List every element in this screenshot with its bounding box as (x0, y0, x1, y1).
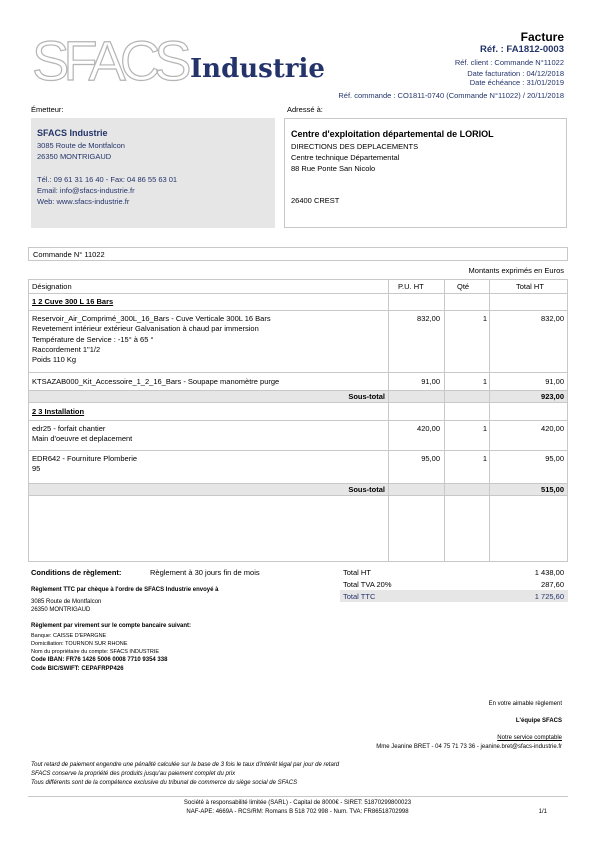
accounting-service-title: Notre service comptable (497, 735, 562, 741)
recipient-panel (284, 118, 567, 228)
emitter-web: Web: www.sfacs-industrie.fr (37, 197, 130, 206)
page-number: 1/1 (538, 809, 547, 815)
logo-industrie: Industrie (190, 54, 325, 84)
order-ref: Réf. commande : CO1811-0740 (Commande N°11022) / 20/11/2018 (338, 91, 564, 100)
item-total: 832,00 (541, 314, 564, 323)
cheque-address2: 26350 MONTRIGAUD (31, 607, 91, 613)
legal-line-3: Tous différents sont de la compétence exclusive du tribunal de commerce du siège social de SFACS (31, 780, 298, 786)
bank-name: Banque: CAISSE D'EPARGNE (31, 633, 107, 639)
item-line: Poids 110 Kg (32, 355, 77, 365)
subtotal-label: Sous-total (348, 485, 385, 494)
item-line: Raccordement 1"1/2 (32, 344, 101, 354)
item-line: Température de Service : -15° à 65 ° (32, 334, 154, 344)
conditions-value: Règlement à 30 jours fin de mois (150, 568, 260, 577)
subtotal-value: 923,00 (541, 392, 564, 401)
cheque-address1: 3085 Route de Montfalcon (31, 599, 102, 605)
recipient-line4: 26400 CREST (291, 196, 340, 205)
footer-line-2: NAF-APE: 4669A - RCS/RM: Romans B 518 702 998 - Num. TVA: FR86518702998 (186, 809, 409, 815)
item-pu: 91,00 (421, 377, 440, 386)
col-header-pu: P.U. HT (398, 282, 424, 291)
item-qty: 1 (482, 314, 487, 323)
emitter-panel (31, 118, 275, 228)
bic-swift: Code BIC/SWIFT: CEPAFRPP426 (31, 666, 124, 672)
doc-type: Facture (520, 30, 564, 44)
recipient-line1: DIRECTIONS DES DEPLACEMENTS (291, 142, 419, 151)
item-total: 95,00 (545, 454, 564, 463)
order-bar (28, 247, 568, 261)
section-title-cuve: 1 2 Cuve 300 L 16 Bars (32, 297, 114, 306)
item-total: 420,00 (541, 424, 564, 433)
col-header-qty: Qté (457, 282, 470, 291)
logo-wordmark: SFACS (32, 30, 186, 88)
section-title-installation: 2 3 Installation (32, 407, 85, 416)
team-signature: L'équipe SFACS (515, 718, 562, 724)
total-tva-value: 287,60 (541, 580, 564, 589)
subtotal-row-2 (29, 483, 567, 496)
currency-note: Montants exprimés en Euros (468, 266, 564, 275)
total-tva-label: Total TVA 20% (343, 580, 392, 589)
invoice-ref: Réf. : FA1812-0003 (480, 44, 564, 55)
item-line: EDR642 - Fourniture Plomberie (32, 454, 138, 463)
item-qty: 1 (482, 454, 487, 463)
date-facturation: Date facturation : 04/12/2018 (467, 69, 564, 78)
sfacs-logo-graphic (30, 30, 190, 88)
total-ttc-value: 1 725,60 (534, 592, 564, 601)
order-title: Commande N° 11022 (33, 250, 105, 259)
item-line: edr25 - forfait chantier (32, 424, 106, 433)
emitter-name: SFACS Industrie (37, 128, 108, 138)
emitter-email: Email: info@sfacs-industrie.fr (37, 186, 135, 195)
item-pu: 95,00 (421, 454, 440, 463)
subtotal-row-1 (29, 390, 567, 403)
bank-domiciliation: Domiciliation: TOURNON SUR RHONE (31, 641, 128, 647)
legal-line-2: SFACS conserve la propriété des produits jusqu'au paiement complet du prix (31, 771, 236, 777)
client-ref: Réf. client : Commande N°11022 (454, 58, 564, 67)
item-pu: 420,00 (417, 424, 440, 433)
footer-line-1: Société à responsabilité limitée (SARL) - Capital de 8000€ - SIRET: 51870299800023 (183, 800, 412, 806)
date-echeance: Date échéance : 31/01/2019 (469, 78, 564, 87)
cheque-title: Règlement TTC par chèque à l'ordre de SFACS Industrie envoyé à (31, 587, 219, 593)
transfer-title: Règlement par virement sur le compte bancaire suivant: (31, 623, 192, 629)
emitter-address2: 26350 MONTRIGAUD (37, 152, 112, 161)
greeting: En votre aimable règlement (488, 701, 562, 707)
item-line: Reservoir_Air_Comprimé_300L_16_Bars - Cuve Verticale 300L 16 Bars (32, 314, 271, 323)
item-total: 91,00 (545, 377, 564, 386)
item-row-reservoir (32, 314, 271, 365)
item-row-kit: KTSAZAB000_Kit_Accessoire_1_2_16_Bars - Soupape manomètre purge (32, 377, 280, 386)
item-qty: 1 (482, 424, 487, 433)
iban: Code IBAN: FR76 1426 5006 0008 7710 9354 338 (31, 657, 168, 663)
recipient-line2: Centre technique Départemental (291, 153, 400, 162)
item-line: Main d'oeuvre et deplacement (32, 434, 133, 444)
col-header-designation: Désignation (32, 282, 72, 291)
emitter-phone: Tél.: 09 61 31 16 40 - Fax: 04 86 55 63 01 (37, 175, 178, 184)
item-qty: 1 (482, 377, 487, 386)
emitter-label: Émetteur: (31, 105, 64, 114)
item-row-plomberie (32, 454, 137, 475)
item-line: Revetement intérieur extérieur Galvanisation à chaud par immersion (32, 324, 259, 334)
subtotal-label: Sous-total (348, 392, 385, 401)
col-header-total: Total HT (516, 282, 544, 291)
accounting-contact: Mme Jeanine BRET - 04 75 71 73 36 - jeanine.bret@sfacs-industrie.fr (376, 744, 562, 750)
item-row-forfait (32, 424, 132, 445)
recipient-name: Centre d'exploitation départemental de LORIOL (291, 129, 494, 139)
emitter-address1: 3085 Route de Montfalcon (37, 141, 125, 150)
total-ht-label: Total HT (343, 568, 371, 577)
subtotal-value: 515,00 (541, 485, 564, 494)
recipient-label: Adressé à: (287, 105, 323, 114)
conditions-label: Conditions de règlement: (31, 568, 122, 577)
recipient-line3: 88 Rue Ponte San Nicolo (291, 164, 376, 173)
company-logo (30, 30, 325, 88)
item-pu: 832,00 (417, 314, 440, 323)
item-line: 95 (32, 464, 41, 474)
account-owner: Nom du propriétaire du compte: SFACS INDUSTRIE (31, 649, 160, 655)
total-ht-value: 1 438,00 (534, 568, 564, 577)
total-ttc-label: Total TTC (343, 592, 376, 601)
legal-line-1: Tout retard de paiement engendre une pénalité calculée sur la base de 3 fois le taux d'intérêt légal par jour de retard (31, 762, 340, 768)
